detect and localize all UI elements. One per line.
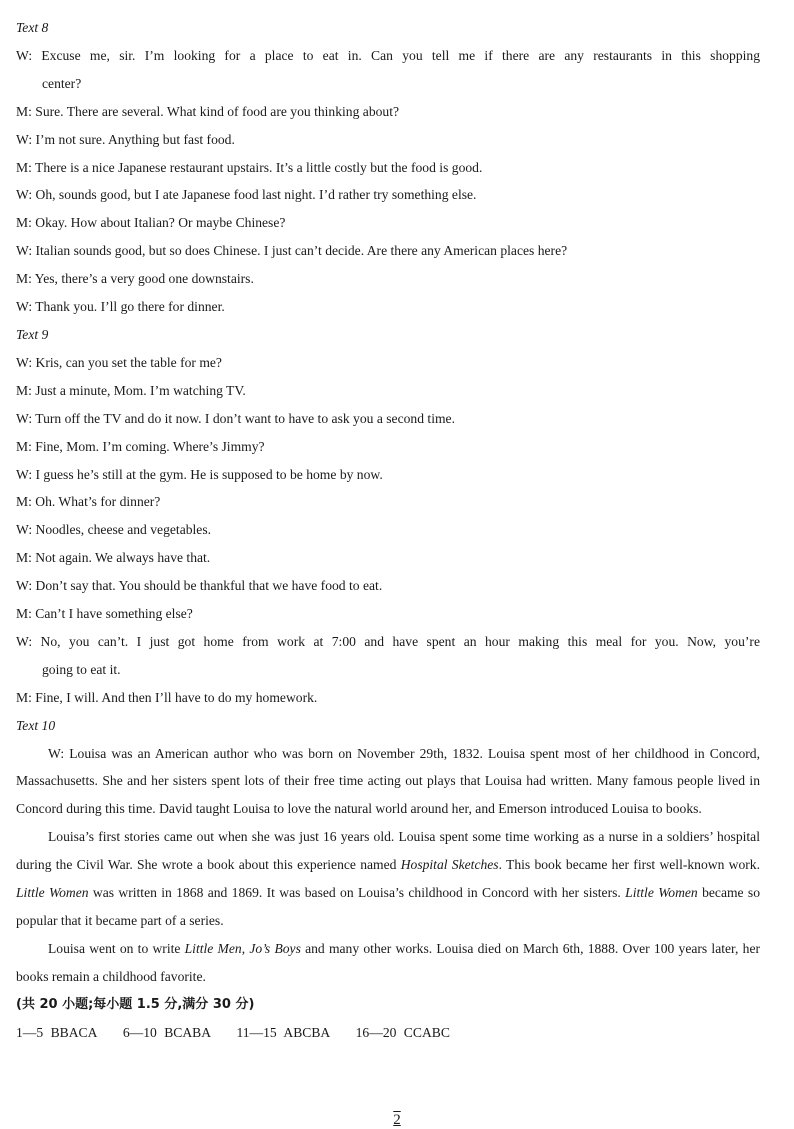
dialogue-line: W: Italian sounds good, but so does Chinese. I just can’t decide. Are there any American places here? <box>16 243 568 259</box>
dialogue-line: W: I guess he’s still at the gym. He is supposed to be home by now. <box>16 466 383 482</box>
book-title: Little Women <box>16 885 89 901</box>
text9-heading: Text 9 <box>16 326 49 342</box>
dialogue-line: M: There is a nice Japanese restaurant upstairs. It’s a little costly but the food is good. <box>16 159 483 175</box>
passage-paragraph-3 <box>16 935 760 991</box>
dialogue-line: M: Not again. We always have that. <box>16 550 211 566</box>
text10-heading: Text 10 <box>16 717 56 733</box>
dialogue-line: M: Can’t I have something else? <box>16 606 193 622</box>
dialogue-line: W: Oh, sounds good, but I ate Japanese food last night. I’d rather try something else. <box>16 187 477 203</box>
dialogue-line: W: Don’t say that. You should be thankful that we have food to eat. <box>16 578 383 594</box>
dialogue-line: M: Oh. What’s for dinner? <box>16 494 161 510</box>
dialogue-line: center? <box>42 75 82 91</box>
book-title: Little Men <box>184 940 242 956</box>
dialogue-line: W: Noodles, cheese and vegetables. <box>16 522 212 538</box>
dialogue-line: W: Excuse me, sir. I’m looking for a place to eat in. Can you tell me if there are any restaurants in this shopping <box>16 47 760 63</box>
paragraph-text: and many other works. Louisa died on March 6th, 1888. Over 100 years later, her books remain a childhood favorite. <box>16 940 760 984</box>
page-footer <box>0 1111 794 1129</box>
paragraph-text: was written in 1868 and 1869. It was based on Louisa’s childhood in Concord with her sisters. <box>88 885 626 901</box>
book-title: Jo’s Boys <box>249 940 301 956</box>
dialogue-line: W: Kris, can you set the table for me? <box>16 354 222 370</box>
answer-group: 1—5 BBACA <box>16 1024 98 1040</box>
scoring-note: (共 20 小题;每小题 1.5 分,满分 30 分) <box>16 996 255 1012</box>
answer-group: 6—10 BCABA <box>122 1024 212 1040</box>
text8-heading: Text 8 <box>16 20 49 35</box>
dialogue-line: going to eat it. <box>42 661 121 677</box>
paragraph-text: became so popular that it became part of a series. <box>16 885 761 928</box>
passage-paragraph-1: W: Louisa was an American author who was born on November 29th, 1832. Louisa spent most of her childhood in Concord, Massachusetts. She and her sisters spent lots of their free time acting out plays that Louisa had written. Many famous people lived in Concord during this time. David taught Louisa to love the natural world around her, and Emerson introduced Louisa to books. <box>16 745 760 817</box>
dialogue-line: M: Sure. There are several. What kind of food are you thinking about? <box>16 103 400 119</box>
paragraph-text: Louisa went on to write <box>48 940 185 956</box>
paragraph-text: Louisa’s first stories came out when she was just 16 years old. Louisa spent some time working as a nurse in a soldiers’ hospital during the Civil War. She wrote a book about this experience named <box>16 829 760 873</box>
paragraph-text: , <box>241 940 250 956</box>
dialogue-line: W: Thank you. I’ll go there for dinner. <box>16 299 225 315</box>
dialogue-line: M: Fine, Mom. I’m coming. Where’s Jimmy? <box>16 438 265 454</box>
document-page <box>16 14 760 1047</box>
dialogue-line: M: Fine, I will. And then I’ll have to do my homework. <box>16 689 318 705</box>
page-number: 2 <box>393 1112 401 1128</box>
dialogue-line: M: Yes, there’s a very good one downstairs. <box>16 271 254 287</box>
book-title: Little Women <box>625 885 698 901</box>
dialogue-line: M: Okay. How about Italian? Or maybe Chinese? <box>16 215 286 231</box>
dialogue-line: W: No, you can’t. I just got home from work at 7:00 and have spent an hour making this meal for you. Now, you’re <box>16 633 760 649</box>
book-title: Hospital Sketches <box>400 857 499 873</box>
passage-paragraph-2 <box>16 823 760 935</box>
dialogue-line: W: I’m not sure. Anything but fast food. <box>16 131 235 147</box>
answer-group: 16—20 CCABC <box>355 1024 450 1040</box>
answer-group: 11—15 ABCBA <box>236 1024 331 1040</box>
dialogue-line: M: Just a minute, Mom. I’m watching TV. <box>16 382 246 398</box>
dialogue-line: W: Turn off the TV and do it now. I don’t want to have to ask you a second time. <box>16 410 455 426</box>
paragraph-text: . This book became her first well-known work. <box>498 857 760 873</box>
answer-key <box>16 1019 760 1047</box>
